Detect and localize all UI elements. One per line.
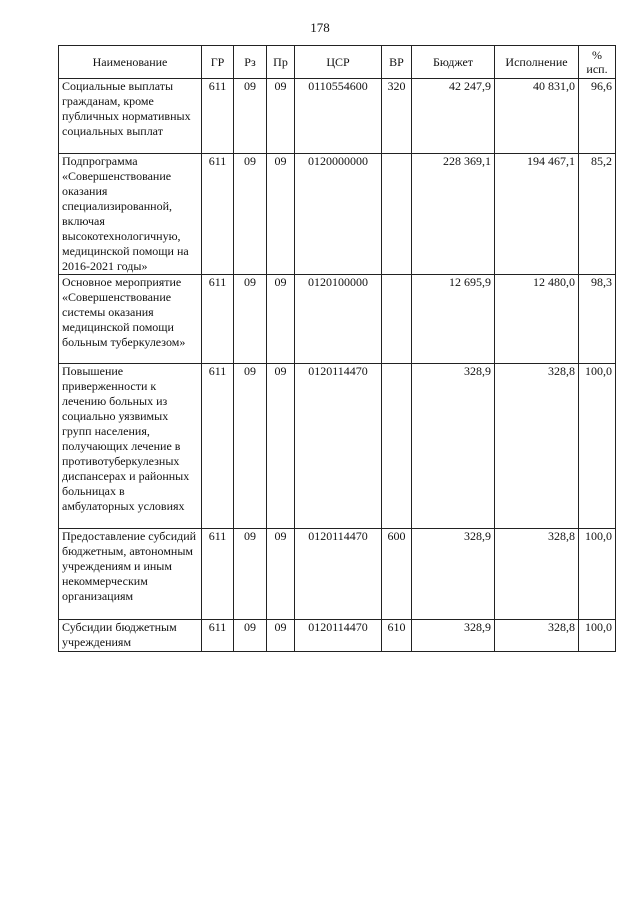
header-rz: Рз	[234, 46, 267, 79]
header-pr: Пр	[267, 46, 295, 79]
row-percent: 100,0	[579, 620, 616, 652]
row-budget: 228 369,1	[412, 154, 495, 275]
row-rz: 09	[234, 275, 267, 364]
row-csr: 0110554600	[295, 79, 382, 154]
row-percent: 85,2	[579, 154, 616, 275]
table-row	[59, 154, 616, 275]
header-name: Наименование	[59, 46, 202, 79]
row-percent: 100,0	[579, 364, 616, 529]
table-row	[59, 79, 616, 154]
row-budget: 328,9	[412, 364, 495, 529]
row-rz: 09	[234, 364, 267, 529]
row-name: Подпрограмма «Совершенствование оказания специализированной, включая высокотехнологичную, медицинской помощи на 2016-2021 годы»	[59, 154, 202, 275]
header-vr: ВР	[382, 46, 412, 79]
row-budget: 42 247,9	[412, 79, 495, 154]
row-execution: 12 480,0	[495, 275, 579, 364]
table-row	[59, 529, 616, 620]
row-pr: 09	[267, 364, 295, 529]
row-pr: 09	[267, 529, 295, 620]
row-name: Основное мероприятие «Совершенствование системы оказания медицинской помощи больным туберкулезом»	[59, 275, 202, 364]
row-execution: 328,8	[495, 364, 579, 529]
row-percent: 100,0	[579, 529, 616, 620]
row-pr: 09	[267, 275, 295, 364]
row-pr: 09	[267, 79, 295, 154]
row-csr: 0120114470	[295, 620, 382, 652]
row-name: Предоставление субсидий бюджетным, автономным учреждениям и иным некоммерческим организациям	[59, 529, 202, 620]
row-pr: 09	[267, 620, 295, 652]
row-gr: 611	[202, 79, 234, 154]
row-budget: 12 695,9	[412, 275, 495, 364]
row-csr: 0120114470	[295, 364, 382, 529]
table-row	[59, 364, 616, 529]
row-vr	[382, 275, 412, 364]
row-budget: 328,9	[412, 529, 495, 620]
row-execution: 328,8	[495, 620, 579, 652]
row-rz: 09	[234, 529, 267, 620]
header-percent-sign: %	[592, 48, 602, 62]
header-csr: ЦСР	[295, 46, 382, 79]
row-csr: 0120000000	[295, 154, 382, 275]
row-execution: 40 831,0	[495, 79, 579, 154]
table-row	[59, 275, 616, 364]
row-vr: 610	[382, 620, 412, 652]
header-execution: Исполнение	[495, 46, 579, 79]
row-percent: 96,6	[579, 79, 616, 154]
row-gr: 611	[202, 275, 234, 364]
row-csr: 0120114470	[295, 529, 382, 620]
table-row	[59, 620, 616, 652]
row-gr: 611	[202, 364, 234, 529]
row-rz: 09	[234, 154, 267, 275]
budget-execution-table	[58, 45, 616, 652]
row-vr	[382, 364, 412, 529]
row-csr: 0120100000	[295, 275, 382, 364]
row-execution: 328,8	[495, 529, 579, 620]
row-gr: 611	[202, 620, 234, 652]
header-percent	[579, 46, 616, 79]
row-name: Социальные выплаты гражданам, кроме публичных нормативных социальных выплат	[59, 79, 202, 154]
page-number: 178	[310, 20, 330, 35]
row-percent: 98,3	[579, 275, 616, 364]
row-vr	[382, 154, 412, 275]
row-rz: 09	[234, 620, 267, 652]
header-budget: Бюджет	[412, 46, 495, 79]
row-vr: 600	[382, 529, 412, 620]
row-budget: 328,9	[412, 620, 495, 652]
header-percent-label: исп.	[586, 62, 608, 76]
row-gr: 611	[202, 154, 234, 275]
row-execution: 194 467,1	[495, 154, 579, 275]
row-name: Повышение приверженности к лечению больных из социально уязвимых групп населения, получающих лечение в противотуберкулезных диспансерах и районных больницах в амбулаторных условиях	[59, 364, 202, 529]
row-name: Субсидии бюджетным учреждениям	[59, 620, 202, 652]
header-gr: ГР	[202, 46, 234, 79]
row-rz: 09	[234, 79, 267, 154]
row-gr: 611	[202, 529, 234, 620]
row-vr: 320	[382, 79, 412, 154]
row-pr: 09	[267, 154, 295, 275]
table-header-row	[59, 46, 616, 79]
